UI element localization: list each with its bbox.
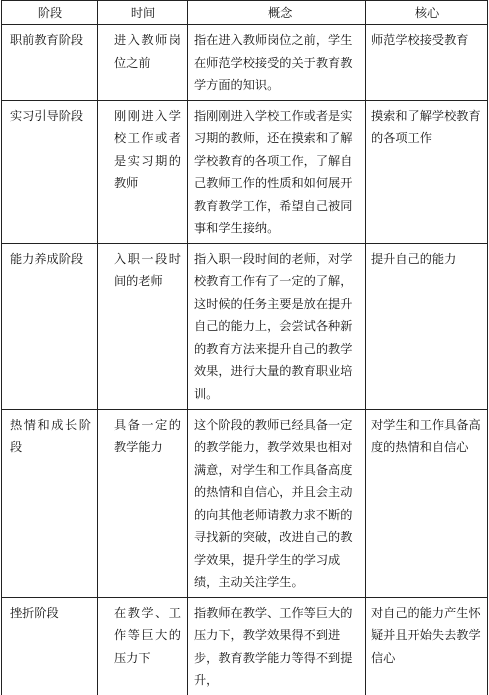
cell-concept: 指入职一段时间的老师，对学校教育工作有了一定的了解，这时候的任务主要是放在提升自己的能力上，会尝试各种新的教育方法来提升自己的教学效果，进行大量的教育职业培训。 <box>188 243 366 409</box>
cell-core: 对自己的能力产生怀疑并且开始失去教学信心 <box>366 597 488 695</box>
cell-time: 刚刚进入学校工作或者是实习期的教师 <box>98 100 188 243</box>
cell-concept: 这个阶段的教师已经具备一定的教学能力，教学效果也相对满意，对学生和工作具备高度的热情和自信心，并且会主动的向其他老师请教力求不断的寻找新的突破，改进自己的教学效果，提升学生的学习成绩，主动关注学生。 <box>188 409 366 597</box>
cell-stage: 能力养成阶段 <box>2 243 98 409</box>
header-time: 时间 <box>98 1 188 25</box>
table-header-row <box>2 1 488 25</box>
cell-stage: 热情和成长阶段 <box>2 409 98 597</box>
table-row <box>2 25 488 101</box>
cell-time: 在教学、工作等巨大的压力下 <box>98 597 188 695</box>
cell-concept: 指在进入教师岗位之前，学生在师范学校接受的关于教育教学方面的知识。 <box>188 25 366 101</box>
cell-concept: 指教师在教学、工作等巨大的压力下，教学效果得不到进步，教育教学能力等得不到提升， <box>188 597 366 695</box>
table-row <box>2 409 488 597</box>
header-stage: 阶段 <box>2 1 98 25</box>
header-concept: 概念 <box>188 1 366 25</box>
cell-stage: 实习引导阶段 <box>2 100 98 243</box>
cell-time: 具备一定的教学能力 <box>98 409 188 597</box>
cell-core: 提升自己的能力 <box>366 243 488 409</box>
table-row <box>2 243 488 409</box>
cell-time: 进入教师岗位之前 <box>98 25 188 101</box>
cell-core: 师范学校接受教育 <box>366 25 488 101</box>
cell-core: 对学生和工作具备高度的热情和自信心 <box>366 409 488 597</box>
cell-stage: 挫折阶段 <box>2 597 98 695</box>
teacher-development-stages-table <box>1 0 488 695</box>
cell-stage: 职前教育阶段 <box>2 25 98 101</box>
header-core: 核心 <box>366 1 488 25</box>
cell-core: 摸索和了解学校教育的各项工作 <box>366 100 488 243</box>
table-row <box>2 100 488 243</box>
cell-concept: 指刚刚进入学校工作或者是实习期的教师，还在摸索和了解学校教育的各项工作，了解自己教师工作的性质和如何展开教育教学工作，希望自己被同事和学生接纳。 <box>188 100 366 243</box>
table-row <box>2 597 488 695</box>
cell-time: 入职一段时间的老师 <box>98 243 188 409</box>
